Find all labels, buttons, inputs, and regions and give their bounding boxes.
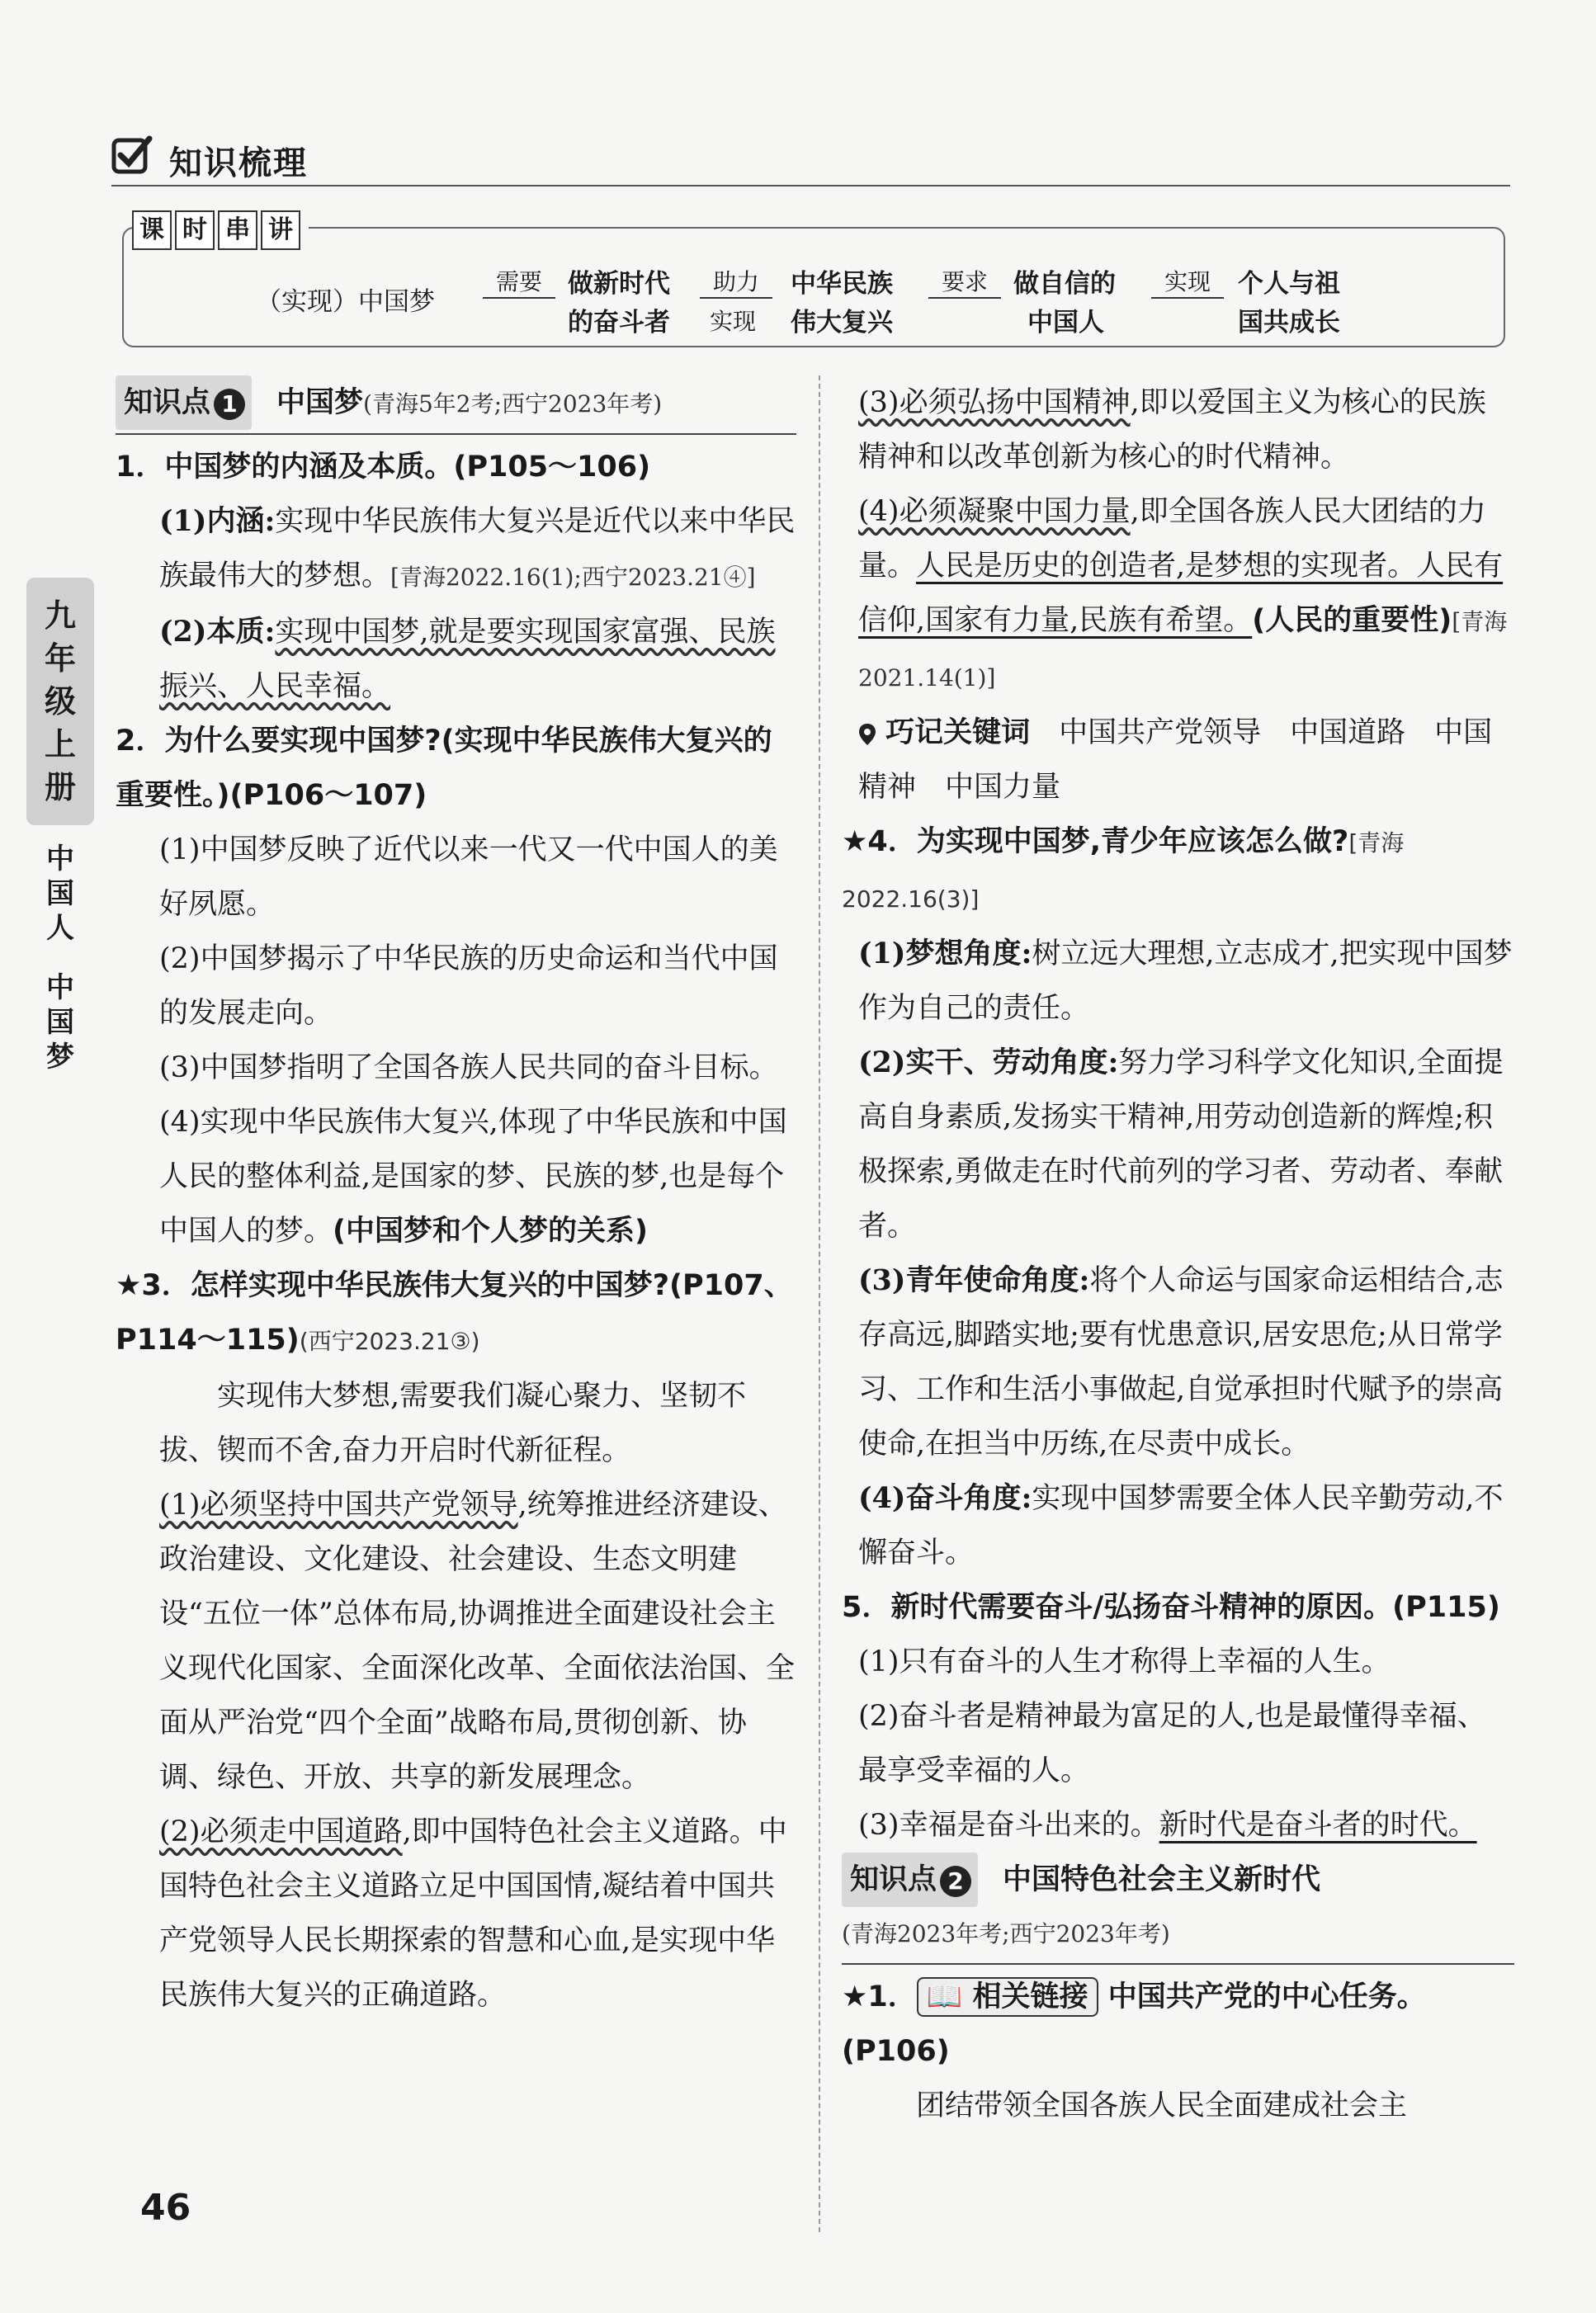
section-header bbox=[111, 132, 1510, 186]
paragraph: (3)中国梦指明了全国各族人民共同的奋斗目标。 bbox=[159, 1051, 778, 1084]
paragraph: (2)实干、劳动角度:努力学习科学文化知识,全面提高自身素质,发扬实干精神,用劳动创造新的辉煌;积极探索,勇做走在时代前列的学习者、劳动者、奉献者。 bbox=[858, 1046, 1504, 1243]
kp-title: 中国梦 bbox=[276, 386, 364, 419]
grade-label: 九 年 级 上 册 bbox=[26, 578, 94, 825]
question-heading: 1．中国梦的内涵及本质。(P105～106) bbox=[116, 451, 651, 484]
flow-node: 做新时代 bbox=[568, 269, 670, 299]
related-link-badge: 📖 相关链接 bbox=[917, 1977, 1098, 2017]
kp-title: 中国特色社会主义新时代 bbox=[1003, 1863, 1321, 1896]
flow-arrow-label-2: 实现 bbox=[710, 308, 757, 335]
paragraph: (1)梦想角度:树立远大理想,立志成才,把实现中国梦作为自己的责任。 bbox=[858, 937, 1513, 1025]
unit-label: 中 国 人 中 国 梦 bbox=[46, 843, 74, 1074]
question-heading: 2．为什么要实现中国梦?(实现中华民族伟大复兴的重要性。)(P106～107) bbox=[116, 725, 772, 812]
flow-arrow-label: 要求 bbox=[928, 264, 1001, 299]
paragraph: (1)只有奋斗的人生才称得上幸福的人生。 bbox=[858, 1645, 1391, 1678]
lesson-tag bbox=[132, 210, 309, 250]
right-column bbox=[842, 375, 1514, 2133]
section-title: 知识梳理 bbox=[169, 144, 308, 182]
column-divider bbox=[819, 375, 820, 2232]
paragraph: (4)实现中华民族伟大复兴,体现了中华民族和中国人民的整体利益,是国家的梦、民族的梦,也是每个中国人的梦。(中国梦和个人梦的关系) bbox=[159, 1106, 787, 1248]
flow-start: （实现）中国梦 bbox=[256, 287, 435, 317]
flow-arrow-label: 需要 bbox=[483, 264, 555, 299]
paragraph: (3)青年使命角度:将个人命运与国家命运相结合,志存高远,脚踏实地;要有忧患意识,居安思危;从日常学习、工作和生活小事做起,自觉承担时代赋予的崇高使命,在担当中历练,在尽责中成长。 bbox=[858, 1263, 1504, 1461]
paragraph: 实现伟大梦想,需要我们凝心聚力、坚韧不拔、锲而不舍,奋力开启时代新征程。 bbox=[159, 1380, 747, 1467]
memory-tip: 巧记关键词 中国共产党领导 中国道路 中国精神 中国力量 bbox=[858, 716, 1493, 804]
kp-label: 知识点 1 bbox=[116, 375, 252, 430]
question-heading: ★1． 📖 相关链接 中国共产党的中心任务。(P106) bbox=[842, 1970, 1514, 2079]
paragraph: (2)中国梦揭示了中华民族的历史命运和当代中国的发展走向。 bbox=[159, 942, 778, 1030]
side-tab bbox=[26, 578, 94, 1074]
paragraph: (2)必须走中国道路,即中国特色社会主义道路。中国特色社会主义道路立足中国国情,凝结着中国共产党领导人民长期探索的智慧和心血,是实现中华民族伟大复兴的正确道路。 bbox=[159, 1815, 787, 2012]
knowledge-point-heading bbox=[842, 1853, 1514, 1965]
paragraph: (1)中国梦反映了近代以来一代又一代中国人的美好夙愿。 bbox=[159, 833, 778, 921]
lesson-tag-char: 课 bbox=[132, 210, 172, 250]
page-number: 46 bbox=[140, 2187, 191, 2229]
flow-node: 国共成长 bbox=[1238, 308, 1340, 338]
flow-node: 中国人 bbox=[1027, 308, 1104, 338]
paragraph: (2)奋斗者是精神最为富足的人,也是最懂得幸福、最享受幸福的人。 bbox=[858, 1700, 1486, 1787]
paragraph: (3)幸福是奋斗出来的。新时代是奋斗者的时代。 bbox=[858, 1809, 1477, 1842]
flow-node: 个人与祖 bbox=[1238, 269, 1340, 299]
kp-source: (青海5年2考;西宁2023年考) bbox=[363, 390, 663, 418]
flow-arrow-label: 实现 bbox=[1151, 264, 1224, 299]
location-pin-icon bbox=[858, 723, 876, 746]
lesson-tag-char: 串 bbox=[218, 210, 257, 250]
paragraph: (1)内涵:实现中华民族伟大复兴是近代以来中华民族最伟大的梦想。[青海2022.16(1);西宁2023.21④] bbox=[159, 504, 796, 592]
checkbox-icon bbox=[111, 134, 153, 175]
flow-node: 伟大复兴 bbox=[791, 308, 893, 338]
paragraph: 团结带领全国各族人民全面建成社会主 bbox=[916, 2089, 1408, 2122]
kp-label: 知识点 2 bbox=[842, 1853, 978, 1907]
paragraph: (1)必须坚持中国共产党领导,统筹推进经济建设、政治建设、文化建设、社会建设、生态文明建设“五位一体”总体布局,协调推进全面建设社会主义现代化国家、全面深化改革、全面依法治国、全面从严治党“四个全面”战略布局,贯彻创新、协调、绿色、开放、共享的新发展理念。 bbox=[159, 1489, 796, 1794]
paragraph: (2)本质:实现中国梦,就是要实现国家富强、民族振兴、人民幸福。 bbox=[159, 615, 776, 703]
kp-source: (青海2023年考;西宁2023年考) bbox=[842, 1920, 1170, 1947]
flow-node: 做自信的 bbox=[1013, 269, 1116, 299]
knowledge-point-heading bbox=[116, 375, 796, 435]
question-heading: ★3．怎样实现中华民族伟大复兴的中国梦?(P107、P114～115)(西宁2023.21③) bbox=[116, 1269, 793, 1357]
lesson-tag-char: 讲 bbox=[261, 210, 300, 250]
lesson-tag-char: 时 bbox=[175, 210, 215, 250]
paragraph: (4)必须凝聚中国力量,即全国各族人民大团结的力量。人民是历史的创造者,是梦想的实现者。人民有信仰,国家有力量,民族有希望。(人民的重要性)[青海2021.14(1)] bbox=[858, 495, 1508, 692]
paragraph: (4)奋斗角度:实现中国梦需要全体人民辛勤劳动,不懈奋斗。 bbox=[858, 1481, 1504, 1570]
question-heading: ★4．为实现中国梦,青少年应该怎么做?[青海2022.16(3)] bbox=[842, 825, 1405, 913]
flow-arrow-label: 助力 bbox=[700, 264, 772, 299]
left-column bbox=[116, 375, 796, 2023]
paragraph: (3)必须弘扬中国精神,即以爱国主义为核心的民族精神和以改革创新为核心的时代精神。 bbox=[858, 386, 1486, 474]
question-heading: 5．新时代需要奋斗/弘扬奋斗精神的原因。(P115) bbox=[842, 1591, 1500, 1624]
flow-node: 中华民族 bbox=[791, 269, 893, 299]
flow-node: 的奋斗者 bbox=[568, 308, 670, 338]
